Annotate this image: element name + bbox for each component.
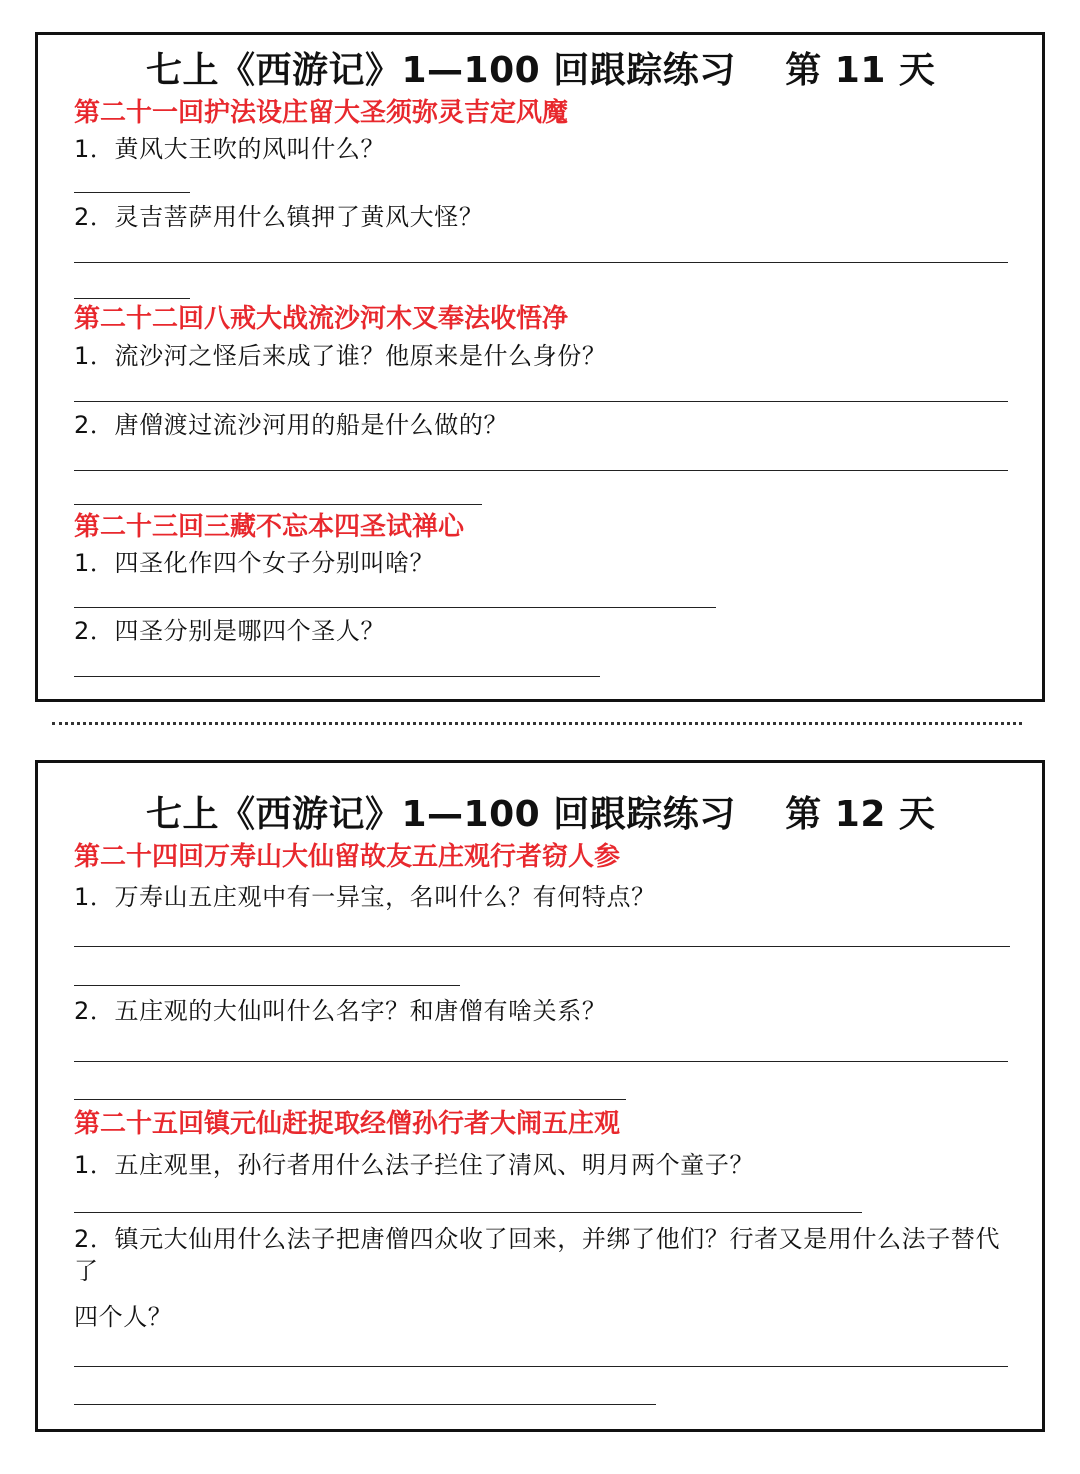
- chapter-heading: 第二十四回万寿山大仙留故友五庄观行者窃人参: [74, 842, 621, 872]
- question-text: 1．万寿山五庄观中有一异宝，名叫什么？有何特点？: [74, 883, 656, 911]
- worksheet-title: 七上《西游记》1—100 回跟踪练习 第 11 天: [146, 50, 936, 91]
- question-text: 2．五庄观的大仙叫什么名字？和唐僧有啥关系？: [74, 997, 607, 1025]
- answer-line[interactable]: [74, 676, 600, 677]
- answer-line[interactable]: [74, 1366, 1008, 1367]
- chapter-heading: 第二十二回八戒大战流沙河木叉奉法收悟净: [74, 304, 569, 334]
- worksheet-title: 七上《西游记》1—100 回跟踪练习 第 12 天: [146, 794, 936, 835]
- question-text: 四个人？: [74, 1303, 173, 1331]
- question-text: 2．唐僧渡过流沙河用的船是什么做的？: [74, 411, 509, 439]
- chapter-heading: 第二十三回三藏不忘本四圣试禅心: [74, 512, 465, 542]
- answer-line[interactable]: [74, 1404, 656, 1405]
- answer-line[interactable]: [74, 985, 460, 986]
- answer-line[interactable]: [74, 1212, 862, 1213]
- answer-line[interactable]: [74, 1061, 1008, 1062]
- question-text: 2．四圣分别是哪四个圣人？: [74, 617, 386, 645]
- worksheet-day-11: [35, 32, 1045, 702]
- question-text: 1．四圣化作四个女子分别叫啥？: [74, 549, 435, 577]
- question-text: 1．黄风大王吹的风叫什么？: [74, 135, 386, 163]
- answer-line[interactable]: [74, 1099, 626, 1100]
- answer-line[interactable]: [74, 607, 716, 608]
- dotted-divider: [52, 722, 1022, 725]
- worksheet-day-12: [35, 760, 1045, 1432]
- answer-line[interactable]: [74, 262, 1008, 263]
- question-text: 1．流沙河之怪后来成了谁？他原来是什么身份？: [74, 342, 607, 370]
- chapter-heading: 第二十五回镇元仙赶捉取经僧孙行者大闹五庄观: [74, 1109, 621, 1139]
- answer-line[interactable]: [74, 504, 482, 505]
- answer-line[interactable]: [74, 946, 1010, 947]
- answer-line[interactable]: [74, 192, 190, 193]
- answer-line[interactable]: [74, 470, 1008, 471]
- answer-line[interactable]: [74, 298, 190, 299]
- question-text: 2．镇元大仙用什么法子把唐僧四众收了回来，并绑了他们？行者又是用什么法子替代了: [74, 1225, 1001, 1285]
- chapter-heading: 第二十一回护法设庄留大圣须弥灵吉定风魔: [74, 98, 569, 128]
- question-text: 2．灵吉菩萨用什么镇押了黄风大怪？: [74, 203, 484, 231]
- answer-line[interactable]: [74, 401, 1008, 402]
- question-text: 1．五庄观里，孙行者用什么法子拦住了清风、明月两个童子？: [74, 1151, 755, 1179]
